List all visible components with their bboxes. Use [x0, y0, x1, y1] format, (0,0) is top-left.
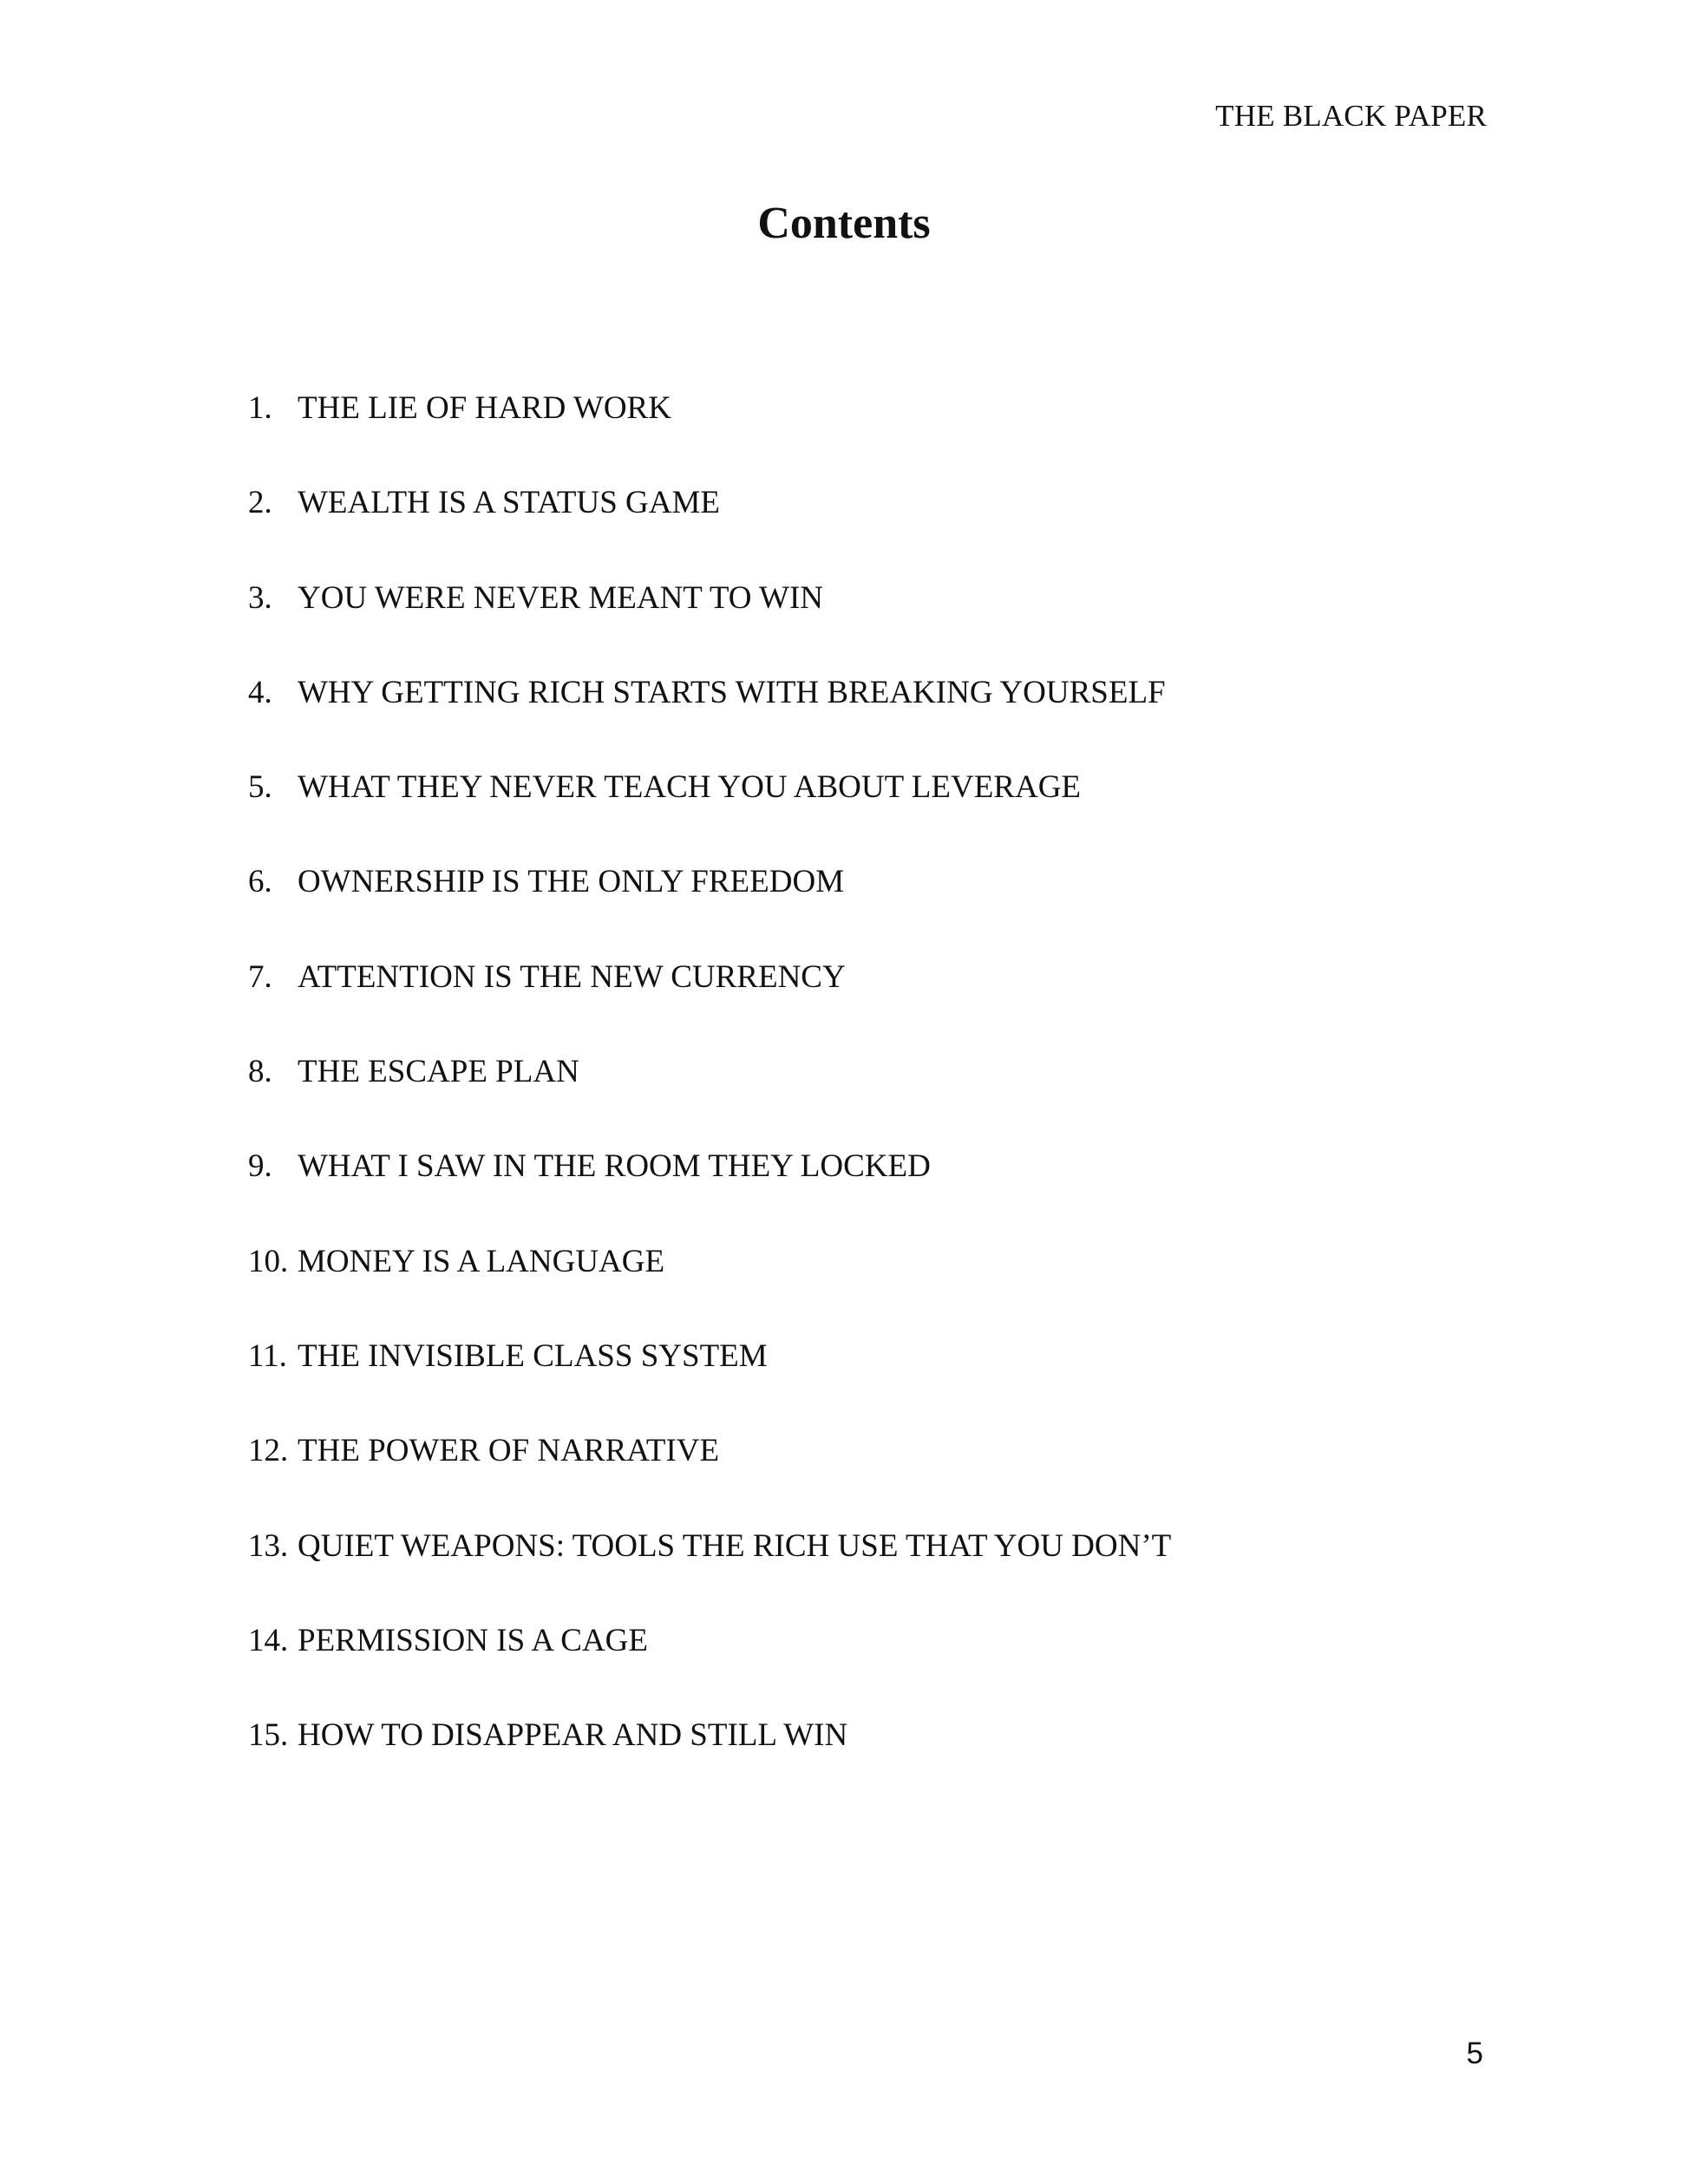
- toc-entry-number: 2.: [248, 485, 272, 521]
- toc-entry-number: 13.: [248, 1527, 289, 1564]
- table-of-contents: [248, 387, 1462, 1808]
- toc-entry-title: HOW TO DISAPPEAR AND STILL WIN: [298, 1717, 848, 1754]
- toc-entry-title: MONEY IS A LANGUAGE: [298, 1243, 665, 1279]
- toc-entry-title: THE POWER OF NARRATIVE: [298, 1433, 720, 1469]
- toc-entry-number: 4.: [248, 674, 272, 710]
- toc-entry-9: [248, 1145, 1462, 1239]
- toc-entry-10: [248, 1240, 1462, 1335]
- toc-entry-12: [248, 1429, 1462, 1524]
- toc-entry-5: [248, 766, 1462, 860]
- page-title: Contents: [757, 199, 931, 248]
- toc-entry-number: 7.: [248, 958, 272, 995]
- running-header: THE BLACK PAPER: [1215, 99, 1487, 133]
- page-number: 5: [1466, 2037, 1483, 2070]
- toc-entry-number: 3.: [248, 579, 272, 616]
- toc-entry-number: 11.: [248, 1337, 287, 1374]
- toc-entry-13: [248, 1525, 1462, 1619]
- toc-entry-title: WHY GETTING RICH STARTS WITH BREAKING YOURSELF: [298, 674, 1166, 710]
- toc-entry-number: 5.: [248, 769, 272, 806]
- toc-entry-title: WEALTH IS A STATUS GAME: [298, 485, 720, 521]
- toc-entry-1: [248, 387, 1462, 481]
- toc-entry-number: 14.: [248, 1622, 289, 1658]
- toc-entry-number: 10.: [248, 1243, 289, 1279]
- toc-entry-title: WHAT THEY NEVER TEACH YOU ABOUT LEVERAGE: [298, 769, 1082, 806]
- toc-entry-title: YOU WERE NEVER MEANT TO WIN: [298, 579, 824, 616]
- toc-entry-number: 15.: [248, 1717, 289, 1754]
- toc-entry-number: 6.: [248, 864, 272, 900]
- toc-entry-title: THE LIE OF HARD WORK: [298, 390, 671, 426]
- toc-entry-title: THE ESCAPE PLAN: [298, 1054, 579, 1090]
- toc-entry-11: [248, 1335, 1462, 1429]
- toc-entry-4: [248, 671, 1462, 766]
- toc-entry-14: [248, 1619, 1462, 1714]
- toc-entry-title: WHAT I SAW IN THE ROOM THEY LOCKED: [298, 1148, 931, 1185]
- toc-entry-15: [248, 1714, 1462, 1808]
- toc-entry-number: 12.: [248, 1433, 289, 1469]
- toc-entry-title: OWNERSHIP IS THE ONLY FREEDOM: [298, 864, 845, 900]
- toc-entry-3: [248, 577, 1462, 671]
- toc-entry-8: [248, 1050, 1462, 1145]
- toc-entry-2: [248, 481, 1462, 576]
- toc-entry-number: 1.: [248, 390, 272, 426]
- toc-entry-title: ATTENTION IS THE NEW CURRENCY: [298, 958, 846, 995]
- toc-entry-number: 8.: [248, 1054, 272, 1090]
- toc-entry-7: [248, 956, 1462, 1050]
- toc-entry-title: THE INVISIBLE CLASS SYSTEM: [298, 1337, 768, 1374]
- toc-entry-title: QUIET WEAPONS: TOOLS THE RICH USE THAT YOU DON’T: [298, 1527, 1172, 1564]
- toc-entry-6: [248, 860, 1462, 955]
- toc-entry-title: PERMISSION IS A CAGE: [298, 1622, 649, 1658]
- toc-entry-number: 9.: [248, 1148, 272, 1185]
